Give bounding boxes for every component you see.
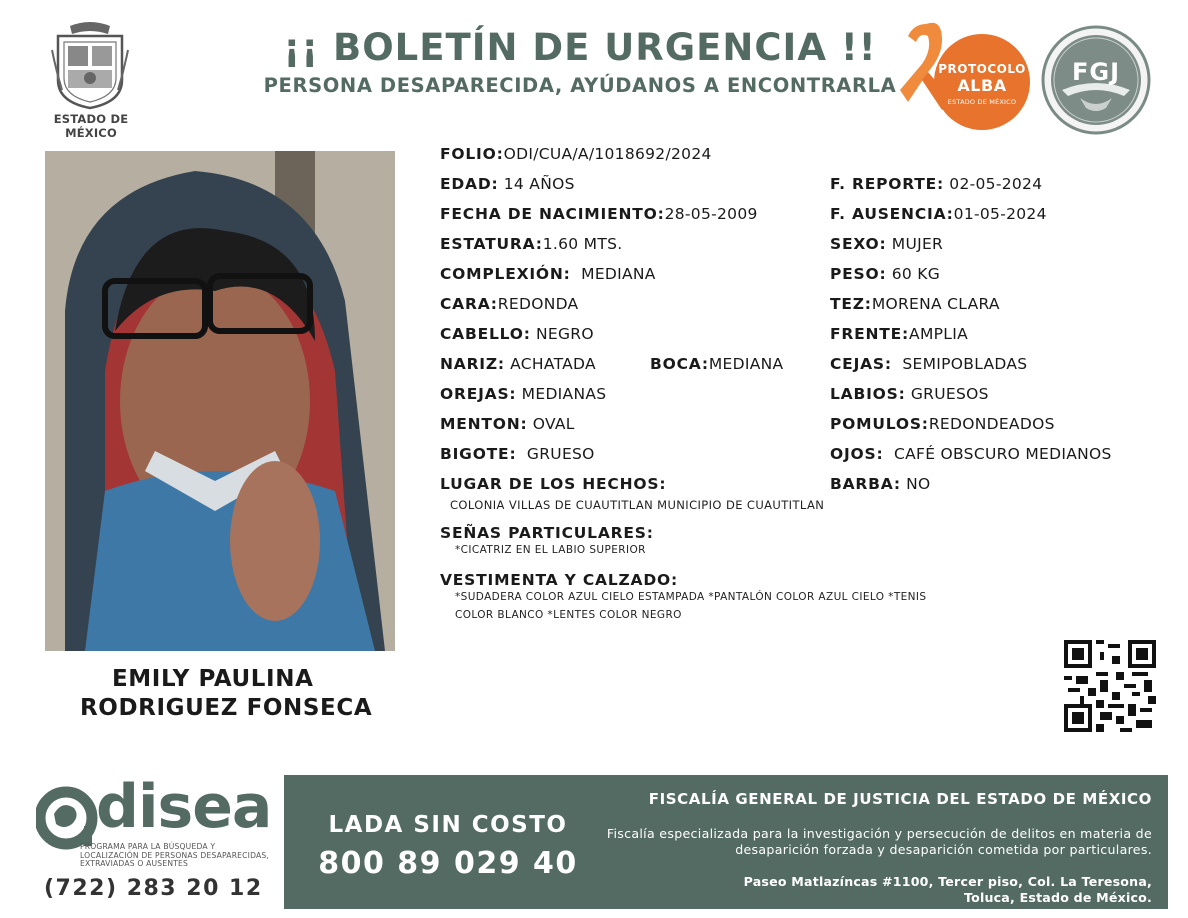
field-boca: BOCA:MEDIANA	[650, 355, 784, 373]
fgj-description: Fiscalía especializada para la investigación y persecución de delitos en materia de desaparición forzada y desaparición cometida por particulares.	[606, 826, 1152, 857]
field-cejas: CEJAS: SEMIPOBLADAS	[830, 355, 1028, 373]
field-complexion: COMPLEXIÓN: MEDIANA	[440, 265, 656, 283]
person-last-names: RODRIGUEZ FONSECA	[80, 695, 373, 721]
field-fecha-nacimiento: FECHA DE NACIMIENTO:28-05-2009	[440, 205, 758, 223]
section-senas-value: *CICATRIZ EN EL LABIO SUPERIOR	[455, 544, 646, 556]
fgj-address	[606, 874, 1152, 906]
field-ojos: OJOS: CAFÉ OBSCURO MEDIANOS	[830, 445, 1112, 463]
alba-line1: PROTOCOLO	[938, 62, 1026, 76]
odisea-brand-text: disea	[96, 772, 272, 842]
person-first-names: EMILY PAULINA	[112, 666, 314, 692]
missing-person-photo	[45, 151, 395, 651]
bulletin-subtitle: PERSONA DESAPARECIDA, AYÚDANOS A ENCONTRARLA	[263, 74, 897, 97]
field-frente: FRENTE:AMPLIA	[830, 325, 968, 343]
lada-sin-costo-label: LADA SIN COSTO	[328, 812, 568, 838]
alba-line2: ALBA	[957, 76, 1007, 95]
field-lugar-label: LUGAR DE LOS HECHOS:	[440, 475, 667, 493]
field-menton: MENTON: OVAL	[440, 415, 575, 433]
section-vestimenta-line1: *SUDADERA COLOR AZUL CIELO ESTAMPADA *PANTALÓN COLOR AZUL CIELO *TENIS	[455, 591, 927, 603]
field-labios: LABIOS: GRUESOS	[830, 385, 989, 403]
field-folio: FOLIO:ODI/CUA/A/1018692/2024	[440, 145, 712, 163]
field-cara: CARA:REDONDA	[440, 295, 579, 313]
fgj-badge-text: FGJ	[1071, 58, 1121, 86]
section-vestimenta-line2: COLOR BLANCO *LENTES COLOR NEGRO	[455, 609, 682, 621]
address-line1: Paseo Matlazíncas #1100, Tercer piso, Col. La Teresona,	[743, 874, 1152, 889]
protocolo-alba-logo	[898, 20, 1032, 134]
fgj-name: FISCALÍA GENERAL DE JUSTICIA DEL ESTADO DE MÉXICO	[648, 790, 1152, 808]
alba-line3: ESTADO DE MÉXICO	[947, 98, 1017, 106]
qr-code-icon[interactable]	[1064, 640, 1156, 732]
bulletin-title: ¡¡ BOLETÍN DE URGENCIA !!	[283, 26, 877, 69]
field-tez: TEZ:MORENA CLARA	[830, 295, 1000, 313]
field-cabello: CABELLO: NEGRO	[440, 325, 594, 343]
field-barba: BARBA: NO	[830, 475, 931, 493]
fgj-seal-logo	[1040, 24, 1152, 136]
field-orejas: OREJAS: MEDIANAS	[440, 385, 607, 403]
field-nariz: NARIZ: ACHATADA	[440, 355, 596, 373]
field-pomulos: POMULOS:REDONDEADOS	[830, 415, 1055, 433]
toll-free-number: 800 89 029 40	[318, 846, 578, 881]
estado-de-mexico-coat-of-arms-icon	[50, 20, 130, 110]
section-vestimenta-label: VESTIMENTA Y CALZADO:	[440, 571, 678, 589]
contact-phone: (722) 283 20 12	[44, 876, 263, 901]
state-label: ESTADO DE MÉXICO	[53, 112, 129, 140]
field-f-ausencia: F. AUSENCIA:01-05-2024	[830, 205, 1047, 223]
field-peso: PESO: 60 KG	[830, 265, 941, 283]
field-lugar-value: COLONIA VILLAS DE CUAUTITLAN MUNICIPIO DE CUAUTITLAN	[450, 498, 825, 512]
field-bigote: BIGOTE: GRUESO	[440, 445, 595, 463]
person-name	[40, 665, 400, 723]
odisea-tagline: PROGRAMA PARA LA BÚSQUEDA Y LOCALIZACIÓN DE PERSONAS DESAPARECIDAS, EXTRAVIADAS O AUSENTES	[80, 842, 270, 868]
section-senas-label: SEÑAS PARTICULARES:	[440, 524, 654, 542]
field-f-reporte: F. REPORTE: 02-05-2024	[830, 175, 1043, 193]
field-edad: EDAD: 14 AÑOS	[440, 175, 575, 193]
address-line2: Toluca, Estado de México.	[963, 890, 1152, 905]
field-estatura: ESTATURA:1.60 MTS.	[440, 235, 623, 253]
field-sexo: SEXO: MUJER	[830, 235, 944, 253]
